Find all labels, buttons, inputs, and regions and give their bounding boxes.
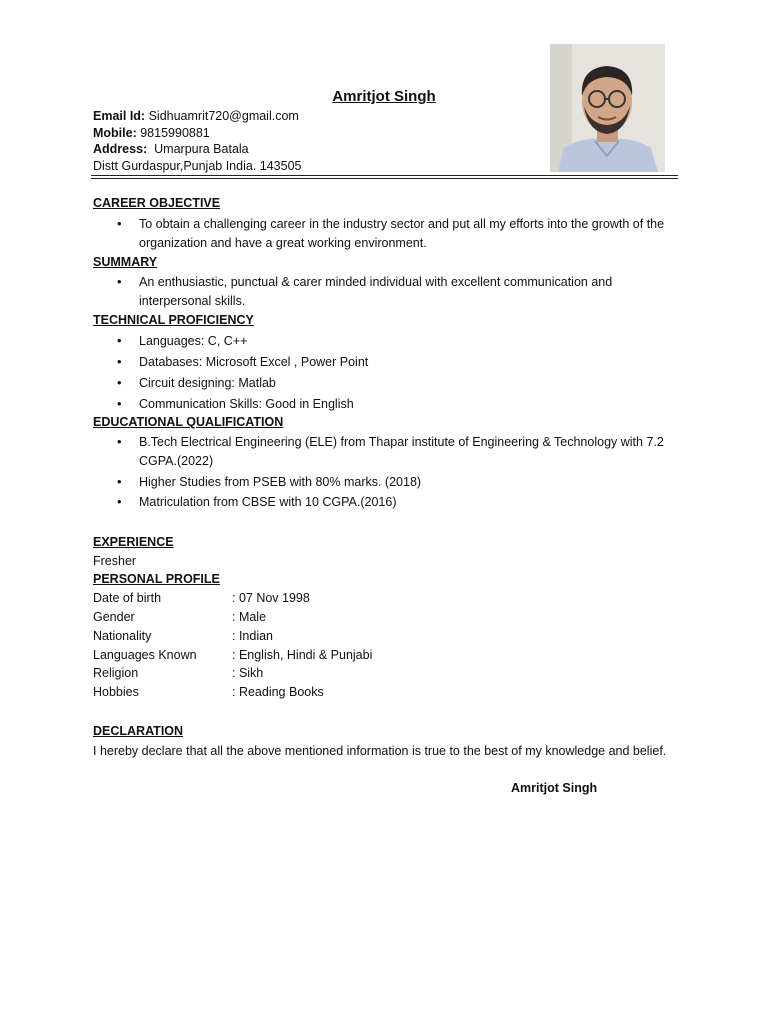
bullet-icon: • <box>117 474 122 489</box>
email-value[interactable]: Sidhuamrit720@gmail.com <box>148 109 299 123</box>
bullet-icon: • <box>117 354 122 369</box>
profile-label: Date of birth <box>93 591 162 605</box>
profile-value: : Male <box>232 610 267 624</box>
bullet-icon: • <box>117 396 122 411</box>
profile-label: Hobbies <box>93 685 139 699</box>
mobile-line <box>93 125 301 142</box>
section-title-personal-profile: PERSONAL PROFILE <box>93 572 220 586</box>
contact-block <box>93 108 301 174</box>
experience-text: Fresher <box>93 554 137 568</box>
education-item: Matriculation from CBSE with 10 CGPA.(2016) <box>139 495 397 509</box>
technical-item: Communication Skills: Good in English <box>139 397 354 411</box>
declaration-text: I hereby declare that all the above mentioned information is true to the best of my knowledge and belief. <box>93 744 667 758</box>
profile-value: : 07 Nov 1998 <box>232 591 310 605</box>
career-objective-item: To obtain a challenging career in the industry sector and put all my efforts into the growth of the organization and have a great working environment. <box>139 217 665 250</box>
section-title-experience: EXPERIENCE <box>93 535 174 549</box>
bullet-icon: • <box>117 375 122 390</box>
profile-label: Nationality <box>93 629 152 643</box>
address-line <box>93 141 301 158</box>
address-value-1: Umarpura Batala <box>154 142 249 156</box>
bullet-icon: • <box>117 216 122 231</box>
mobile-value: 9815990881 <box>140 125 210 140</box>
section-title-declaration: DECLARATION <box>93 724 184 738</box>
section-title-career-objective: CAREER OBJECTIVE <box>93 196 221 210</box>
summary-item: An enthusiastic, punctual & carer minded individual with excellent communication and interpersonal skills. <box>139 275 613 308</box>
section-title-summary: SUMMARY <box>93 255 158 269</box>
education-item: B.Tech Electrical Engineering (ELE) from Thapar institute of Engineering & Technology with 7.2 CGPA.(2022) <box>139 435 664 468</box>
profile-value: : English, Hindi & Punjabi <box>232 648 373 662</box>
email-line <box>93 108 301 125</box>
technical-item: Circuit designing: Matlab <box>139 376 276 390</box>
profile-value: : Indian <box>232 629 274 643</box>
resume-name: Amritjot Singh <box>332 88 436 105</box>
bullet-icon: • <box>117 434 122 449</box>
bullet-icon: • <box>117 274 122 289</box>
address-label: Address: <box>93 142 148 156</box>
profile-label: Languages Known <box>93 648 197 662</box>
education-item: Higher Studies from PSEB with 80% marks. (2018) <box>139 475 422 489</box>
profile-value: : Reading Books <box>232 685 324 699</box>
address-line-2: Distt Gurdaspur,Punjab India. 143505 <box>93 158 302 173</box>
profile-photo <box>550 44 665 172</box>
technical-item: Languages: C, C++ <box>139 334 248 348</box>
header-divider-thick <box>91 178 678 179</box>
bullet-icon: • <box>117 333 122 348</box>
profile-photo-illustration <box>550 44 665 172</box>
header-divider-thin <box>91 175 678 176</box>
section-title-technical-proficiency: TECHNICAL PROFICIENCY <box>93 313 254 327</box>
profile-label: Gender <box>93 610 135 624</box>
profile-value: : Sikh <box>232 666 264 680</box>
bullet-icon: • <box>117 494 122 509</box>
mobile-label: Mobile: <box>93 125 137 140</box>
profile-label: Religion <box>93 666 139 680</box>
technical-item: Databases: Microsoft Excel , Power Point <box>139 355 369 369</box>
email-label: Email Id: <box>93 109 146 123</box>
section-title-educational-qualification: EDUCATIONAL QUALIFICATION <box>93 415 284 429</box>
signature-name: Amritjot Singh <box>511 781 598 795</box>
